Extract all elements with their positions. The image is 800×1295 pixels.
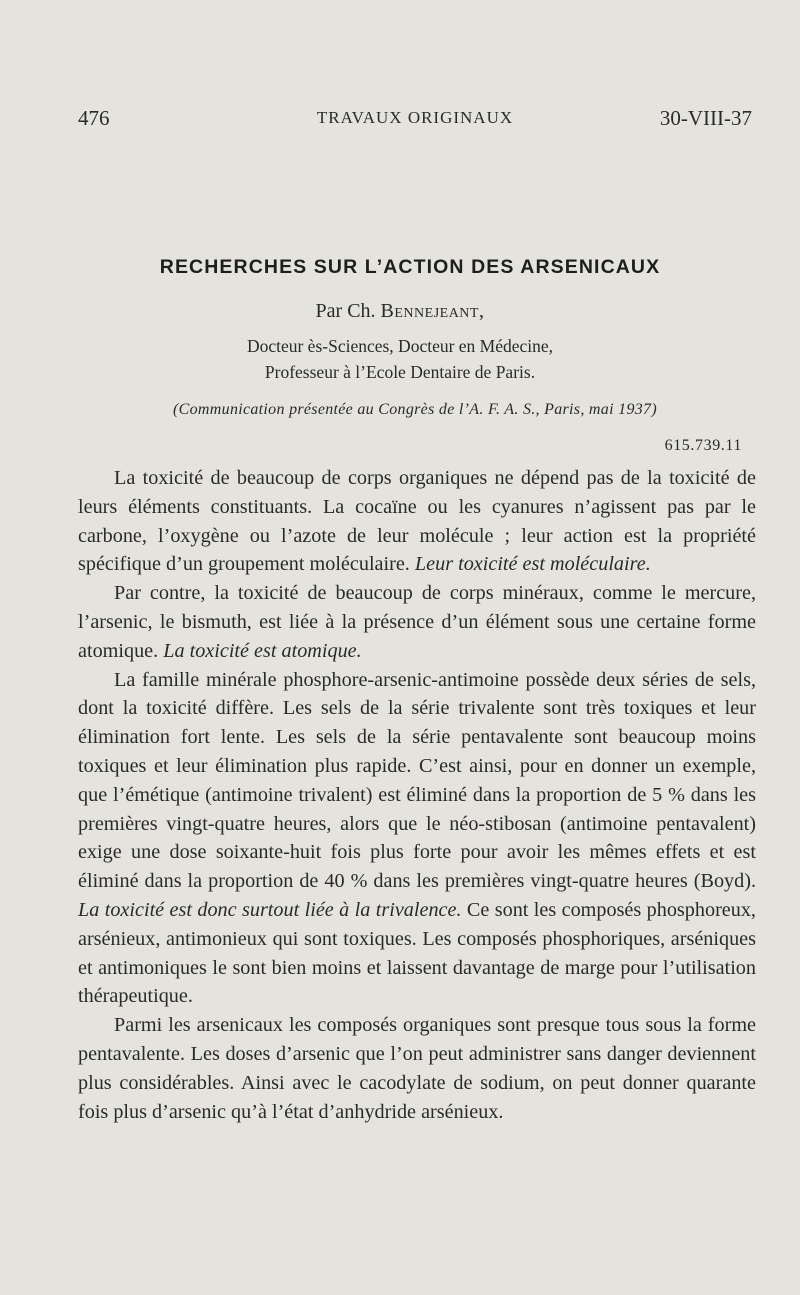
running-header <box>78 106 752 136</box>
paragraph-1-text: La toxicité de beaucoup de corps organiques ne dépend pas de la toxicité de leurs éléments constituants. La cocaïne ou les cyanures n’agissent pas par le carbone, l’oxygène ou l’azote de leur molécule ; leur action est la propriété spécifique d’un groupement moléculaire. <box>78 467 756 576</box>
communication-text: (Communication présentée au Congrès de l’A. F. A. S., Paris, mai <box>173 401 614 418</box>
communication-note <box>0 401 800 419</box>
author-prefix: Par Ch. <box>315 300 376 322</box>
paragraph-4 <box>78 1011 756 1126</box>
classification-code: 615.739.11 <box>664 437 742 454</box>
author-name: Bennejeant, <box>380 300 485 322</box>
paragraph-3 <box>78 666 756 1012</box>
issue-date: 30-VIII-37 <box>659 106 752 130</box>
article-body <box>78 464 756 1126</box>
paragraph-4-text: Parmi les arsenicaux les composés organiques sont presque tous sous la forme pentavalente. Les doses d’arsenic que l’on peut administrer sans danger deviennent plus considérables. Ainsi avec le cacodylate de sodium, on peut donner quarante fois plus d’arsenic qu’à l’état d’anhydride arsénieux. <box>78 1014 756 1123</box>
page-number: 476 <box>78 106 110 130</box>
affiliation-line-2: Professeur à l’Ecole Dentaire de Paris. <box>264 362 536 382</box>
paragraph-2 <box>78 579 756 665</box>
paragraph-1 <box>78 464 756 579</box>
affiliation-line-1: Docteur ès-Sciences, Docteur en Médecine, <box>246 336 554 356</box>
article-title: RECHERCHES SUR L’ACTION DES ARSENICAUX <box>159 256 661 278</box>
paragraph-3-text-b: Ce sont les composés phosphoreux, arsénieux, antimonieux qui sont toxiques. Les composés phosphoriques, arséniques et antimoniques le sont bien moins et laissent davantage de marge pour l’utilisation thérapeutique. <box>78 898 756 1008</box>
author-line <box>0 300 800 323</box>
paragraph-2-text: Par contre, la toxicité de beaucoup de corps minéraux, comme le mercure, l’arsenic, le bismuth, est liée à la présence d’un élément sous une certaine forme atomique. <box>78 582 756 662</box>
communication-year: 1937) <box>618 401 657 418</box>
running-title: TRAVAUX ORIGINAUX <box>316 108 514 127</box>
paragraph-2-emphasis: La toxicité est atomique. <box>163 639 362 662</box>
paragraph-3-text-a: La famille minérale phosphore-arsenic-antimoine possède deux séries de sels, dont la toxicité diffère. Les sels de la série trivalente sont très toxiques et leur élimination fort lente. Les sels de la série pentavalente sont beaucoup moins toxiques et leur élimination plus rapide. C’est ainsi, pour en donner un exemple, que l’émétique (antimoine trivalent) est éliminé dans la proportion de 5 % dans les premières vingt-quatre heures, alors que le néo-stibosan (antimoine pentavalent) exige une dose soixante-huit fois plus forte pour avoir les mêmes effets et est éliminé dans la proportion de 40 % dans les premières vingt-quatre heures (Boyd). <box>78 668 756 893</box>
paragraph-1-emphasis: Leur toxicité est moléculaire. <box>414 553 651 576</box>
paragraph-3-emphasis: La toxicité est donc surtout liée à la trivalence. <box>78 898 462 921</box>
